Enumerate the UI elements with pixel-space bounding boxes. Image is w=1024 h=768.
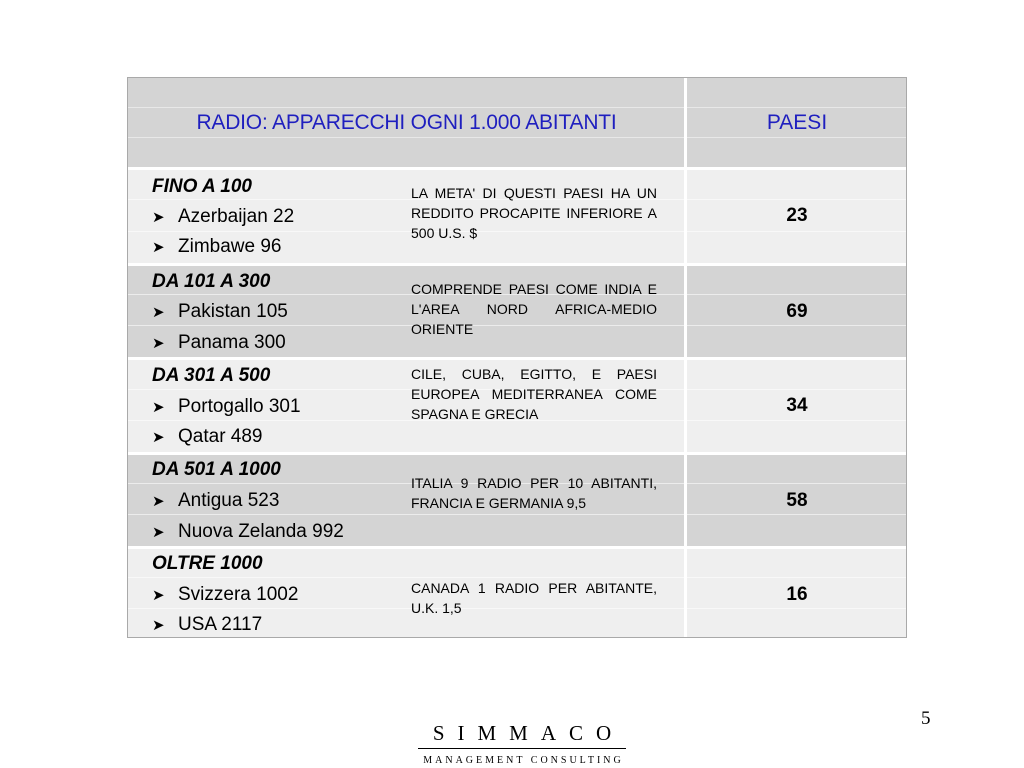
table-row (128, 357, 906, 452)
row-note: CANADA 1 RADIO PER ABITANTE, U.K. 1,5 (411, 580, 657, 616)
row-note: LA META' DI QUESTI PAESI HA UN REDDITO PROCAPITE INFERIORE A 500 U.S. $ (411, 185, 657, 241)
arrow-bullet-icon: ➤ (152, 524, 165, 541)
country-count: 69 (786, 301, 808, 322)
row-note: CILE, CUBA, EGITTO, E PAESI EUROPEA MEDITERRANEA COME SPAGNA E GRECIA (411, 366, 657, 422)
table-row (128, 167, 906, 263)
list-item: ➤ Svizzera 1002 (152, 584, 299, 605)
list-item: ➤ Portogallo 301 (152, 396, 301, 417)
country-count: 16 (786, 584, 808, 605)
simmaco-logo (412, 720, 632, 766)
list-item: ➤ Pakistan 105 (152, 301, 288, 322)
arrow-bullet-icon: ➤ (152, 493, 165, 510)
arrow-bullet-icon: ➤ (152, 304, 165, 321)
range-title: OLTRE 1000 (152, 553, 263, 574)
country-count: 58 (786, 490, 808, 511)
range-title: FINO A 100 (152, 176, 252, 197)
header-radio-title: RADIO: APPARECCHI OGNI 1.000 ABITANTI (196, 110, 617, 134)
header-paesi: PAESI (766, 110, 828, 134)
logo-subtitle: MANAGEMENT CONSULTING (423, 755, 624, 766)
logo-divider (418, 748, 626, 749)
logo-name: SIMMACO (432, 721, 625, 745)
row-note: ITALIA 9 RADIO PER 10 ABITANTI, FRANCIA E GERMANIA 9,5 (411, 475, 657, 511)
arrow-bullet-icon: ➤ (152, 587, 165, 604)
arrow-bullet-icon: ➤ (152, 209, 165, 226)
list-item: ➤ Zimbawe 96 (152, 236, 282, 257)
list-item: ➤ Nuova Zelanda 992 (152, 521, 344, 542)
table-row (128, 452, 906, 546)
arrow-bullet-icon: ➤ (152, 617, 165, 634)
country-count: 23 (786, 205, 808, 226)
range-title: DA 301 A 500 (152, 365, 271, 386)
table-row (128, 546, 906, 637)
row-note: COMPRENDE PAESI COME INDIA E L'AREA NORD AFRICA-MEDIO ORIENTE (411, 281, 657, 337)
range-title: DA 101 A 300 (152, 271, 271, 292)
list-item: ➤ Panama 300 (152, 332, 286, 353)
arrow-bullet-icon: ➤ (152, 399, 165, 416)
arrow-bullet-icon: ➤ (152, 335, 165, 352)
arrow-bullet-icon: ➤ (152, 429, 165, 446)
list-item: ➤ USA 2117 (152, 614, 263, 635)
list-item: ➤ Antigua 523 (152, 490, 280, 511)
page-number: 5 (921, 708, 931, 729)
list-item: ➤ Qatar 489 (152, 426, 263, 447)
list-item: ➤ Azerbaijan 22 (152, 206, 295, 227)
arrow-bullet-icon: ➤ (152, 239, 165, 256)
radio-table (127, 77, 907, 638)
country-count: 34 (786, 395, 808, 416)
column-divider (684, 78, 687, 637)
range-title: DA 501 A 1000 (152, 459, 281, 480)
table-row (128, 263, 906, 357)
table-header (128, 78, 906, 167)
